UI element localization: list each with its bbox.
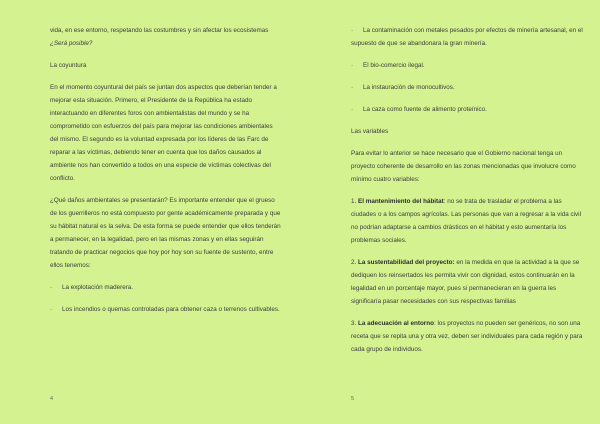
list-item-text: La explotación maderera.	[62, 284, 134, 291]
bullet-marker: ·	[351, 27, 354, 34]
item-text: : los proyectos no pueden ser genéricos, no son una receta que se repita una y otra vez, deben ser individuales para cada región y para cada grupo de individuos.	[351, 320, 583, 353]
list-item	[351, 81, 584, 94]
list-item	[50, 281, 281, 294]
numbered-item	[351, 195, 584, 247]
paragraph-variables: Para evitar lo anterior se hace necesario que el Gobierno nacional tenga un proyecto coherente de desarrollo en las zonas mencionadas que involucre como mínimo cuatro variables:	[351, 150, 576, 183]
list-item-text: El bio-comercio ilegal.	[363, 62, 425, 69]
bullet-marker: ·	[50, 306, 53, 313]
bullet-marker: ·	[351, 84, 354, 91]
item-title: La adecuación al entorno	[358, 320, 434, 327]
bullet-marker: ·	[351, 62, 354, 69]
bullet-marker: ·	[351, 106, 354, 113]
right-text-column	[351, 24, 584, 365]
intro-question: ¿Será posible?	[50, 40, 93, 47]
item-number: 3.	[351, 320, 357, 327]
list-item-text: La instauración de monocultivos.	[363, 84, 455, 91]
paragraph-coyuntura: En el momento coyuntural del país se juntan dos aspectos que deberían tender a mejorar esta situación. Primero, el Presidente de la República ha estado interactuando en diferentes foros con ambientalistas del mundo y se ha comprometido con esfuerzos del país para mejorar las condiciones ambientales del mismo. El segundo es la voluntad expresada por los líderes de las Farc de reparar a las víctimas, debiendo tener en cuenta que los daños causados al ambiente nos han convertido a todos en una especie de víctimas colectivas del conflicto.	[50, 84, 277, 182]
item-title: La sustentabilidad del proyecto:	[358, 259, 455, 266]
list-item	[351, 59, 584, 72]
item-title: El mantenimiento del hábitat	[358, 198, 444, 205]
left-text-column	[50, 24, 281, 325]
list-item	[50, 303, 281, 316]
page-number-right: 5	[351, 396, 355, 402]
numbered-item	[351, 317, 584, 356]
paragraph-danos: ¿Qué daños ambientales se presentarán? Es importante entender que el grueso de los guerrilleros no está compuesto por gente académicamente preparada y que su hábitat natural es la selva. De esta forma se puede entender que ellos tenderán a permanecer, en la legalidad, pero en las mismas zonas y en ellas seguirán tratando de practicar negocios que hoy por hoy son su fuente de sustento, entre ellos tenemos:	[50, 197, 281, 269]
page-number-left: 4	[50, 396, 54, 402]
list-item	[351, 103, 584, 116]
item-number: 2.	[351, 259, 357, 266]
list-item-text: Los incendios o quemas controladas para obtener caza o terrenos cultivables.	[62, 306, 280, 313]
list-item	[351, 24, 584, 50]
heading-coyuntura: La coyuntura	[50, 62, 87, 69]
list-item-text: La caza como fuente de alimento proteínico.	[363, 106, 487, 113]
bullet-marker: ·	[50, 284, 53, 291]
item-text: : no se trata de trasladar el problema a las ciudades o a los campos agrícolas. Las personas que van a regresar a la vida civil no podrían adaptarse a cambios drásticos en el hábitat y esto aumentaría los problemas sociales.	[351, 198, 581, 244]
intro-text: vida, en ese entorno, respetando las costumbres y sin afectar los ecosistemas	[50, 27, 269, 34]
right-page	[300, 0, 600, 424]
item-number: 1.	[351, 198, 357, 205]
item-text: en la medida en que la actividad a la que se dediquen los reinsertados les permita vivir con dignidad, estos continuarán en la legalidad en un porcentaje mayor, pues si permanecieran en la guerra les significaría pasar necesidades con sus respectivas familias	[351, 259, 580, 305]
numbered-item	[351, 256, 584, 308]
list-item-text: La contaminación con metales pesados por efectos de minería artesanal, en el supuesto de que se abandonara la gran minería.	[351, 27, 583, 47]
intro-paragraph	[50, 24, 281, 50]
heading-variables: Las variables	[351, 128, 389, 135]
